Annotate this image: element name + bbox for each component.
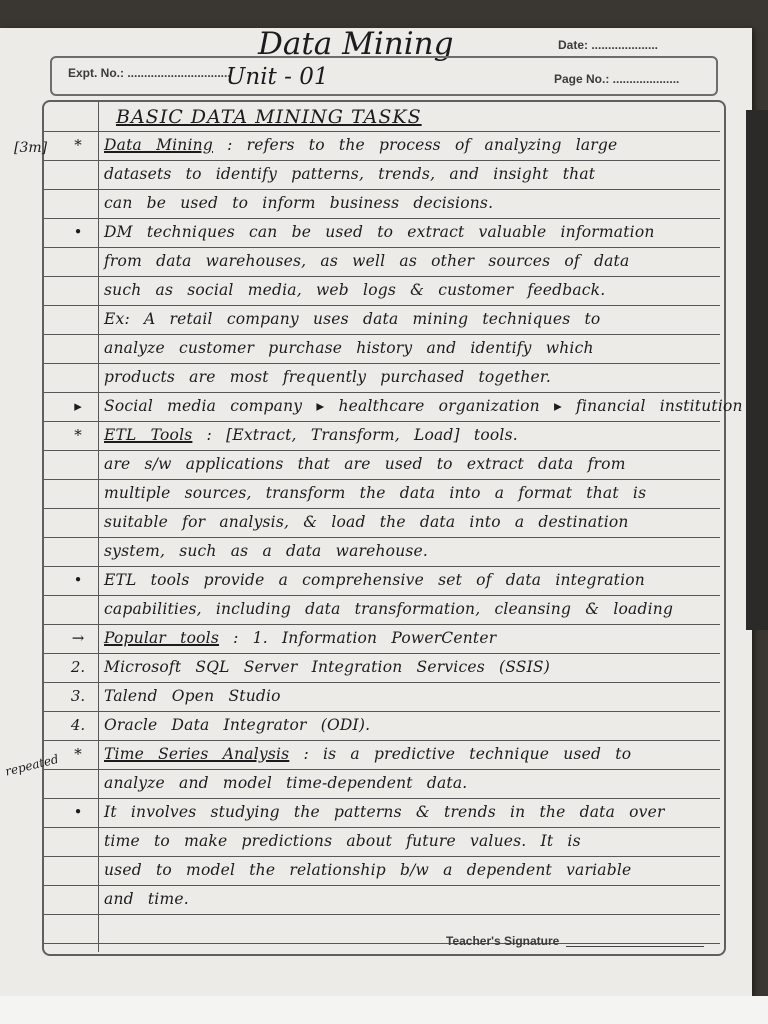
note-line (104, 803, 748, 821)
line-bullet: 4. (70, 716, 86, 734)
note-line (104, 513, 748, 531)
note-line-term: ETL Tools (104, 426, 193, 444)
note-line (104, 600, 748, 618)
margin-line (98, 102, 99, 952)
note-line-text: time to make predictions about future values. It is (104, 832, 581, 850)
note-line (104, 774, 748, 792)
ruled-line (44, 914, 720, 915)
line-bullet: → (71, 629, 85, 647)
note-line-text: : is a predictive technique used to (289, 745, 632, 763)
note-line (104, 281, 748, 299)
note-line (104, 165, 748, 183)
ruled-line (44, 711, 720, 712)
line-bullet: * (74, 745, 82, 763)
ruled-line (44, 363, 720, 364)
note-line (104, 716, 748, 734)
ruled-line (44, 160, 720, 161)
note-line-text: system, such as a data warehouse. (104, 542, 429, 560)
ruled-line (44, 885, 720, 886)
ruled-line (44, 479, 720, 480)
line-bullet: * (74, 426, 82, 444)
note-line-term: Time Series Analysis (104, 745, 290, 763)
note-line (104, 426, 748, 444)
note-line-text: datasets to identify patterns, trends, and insight that (104, 165, 596, 183)
note-line-text: capabilities, including data transformation, cleansing & loading (104, 600, 674, 618)
ruled-line (44, 798, 720, 799)
ruled-line (44, 740, 720, 741)
ruled-line (44, 508, 720, 509)
ruled-line (44, 276, 720, 277)
note-line-text: Ex: A retail company uses data mining techniques to (104, 310, 601, 328)
note-line-text: from data warehouses, as well as other sources of data (104, 252, 630, 270)
note-line (104, 252, 748, 270)
margin-note-marks: [3m] (14, 140, 48, 156)
note-line-text: : 1. Information PowerCenter (218, 629, 497, 647)
ruled-line (44, 537, 720, 538)
line-bullet: • (73, 571, 83, 589)
section-heading: BASIC DATA MINING TASKS (116, 106, 422, 128)
note-line (104, 832, 748, 850)
date-label: Date: .................... (558, 38, 659, 52)
ruled-line (44, 305, 720, 306)
line-bullet: • (73, 803, 83, 821)
line-bullet: • (73, 223, 83, 241)
note-line-text: analyze and model time-dependent data. (104, 774, 468, 792)
teacher-signature-label: Teacher's Signature (446, 934, 560, 948)
note-line (104, 455, 748, 473)
note-line (104, 687, 748, 705)
expt-no-label: Expt. No.: ............................... (68, 66, 231, 80)
note-line (104, 223, 748, 241)
note-line-text: can be used to inform business decisions. (104, 194, 494, 212)
note-line-text: Microsoft SQL Server Integration Services (SSIS) (104, 658, 550, 676)
line-bullet: ▸ (74, 397, 82, 415)
ruled-line (44, 682, 720, 683)
ruled-line (44, 421, 720, 422)
signature-line (566, 946, 704, 947)
line-bullet: 2. (70, 658, 86, 676)
note-line (104, 136, 748, 154)
note-line-text: used to model the relationship b/w a dependent variable (104, 861, 632, 879)
page-no-label: Page No.: .................... (554, 72, 680, 86)
note-line-text: products are most frequently purchased together. (104, 368, 551, 386)
note-line (104, 339, 748, 357)
line-bullet: 3. (70, 687, 86, 705)
note-line (104, 542, 748, 560)
ruled-line (44, 769, 720, 770)
ruled-line (44, 189, 720, 190)
background-edge (746, 110, 768, 630)
note-line-text: DM techniques can be used to extract valuable information (104, 223, 655, 241)
note-line-term: Data Mining (104, 136, 213, 154)
note-line (104, 484, 748, 502)
note-line (104, 629, 748, 647)
note-line-text: are s/w applications that are used to extract data from (104, 455, 626, 473)
note-line-text: ETL tools provide a comprehensive set of data integration (104, 571, 645, 589)
ruled-line (44, 566, 720, 567)
ruled-line (44, 943, 720, 944)
page-title: Data Mining (258, 26, 454, 62)
note-line (104, 310, 748, 328)
note-line (104, 861, 748, 879)
note-line-term: Popular tools (104, 629, 219, 647)
line-bullet: * (74, 136, 82, 154)
note-line-text: and time. (104, 890, 189, 908)
margin-note-repeated: repeated (3, 751, 60, 779)
ruled-line (44, 624, 720, 625)
note-line (104, 745, 748, 763)
ruled-line (44, 595, 720, 596)
note-line-text: Oracle Data Integrator (ODI). (104, 716, 371, 734)
note-line (104, 890, 748, 908)
ruled-line (44, 334, 720, 335)
note-line-text: It involves studying the patterns & trends in the data over (104, 803, 665, 821)
note-line-text: multiple sources, transform the data into a format that is (104, 484, 647, 502)
note-line (104, 658, 748, 676)
ruled-line (44, 218, 720, 219)
ruled-line (44, 247, 720, 248)
ruled-line (44, 450, 720, 451)
note-line-text: analyze customer purchase history and identify which (104, 339, 594, 357)
ruled-line (44, 131, 720, 132)
ruled-line (44, 653, 720, 654)
note-line-text: such as social media, web logs & customer feedback. (104, 281, 606, 299)
ruled-line (44, 827, 720, 828)
note-line (104, 571, 748, 589)
note-line-text: Talend Open Studio (104, 687, 281, 705)
note-line (104, 368, 748, 386)
page-bottom-strip (0, 996, 768, 1024)
note-line-text: : [Extract, Transform, Load] tools. (192, 426, 518, 444)
ruled-line (44, 856, 720, 857)
note-line-text: Social media company ▸ healthcare organization ▸ financial institution (104, 397, 743, 415)
note-line-text: suitable for analysis, & load the data into a destination (104, 513, 629, 531)
note-line (104, 397, 748, 415)
unit-heading: Unit - 01 (226, 64, 329, 90)
note-line-text: : refers to the process of analyzing large (212, 136, 618, 154)
ruled-line (44, 392, 720, 393)
note-line (104, 194, 748, 212)
